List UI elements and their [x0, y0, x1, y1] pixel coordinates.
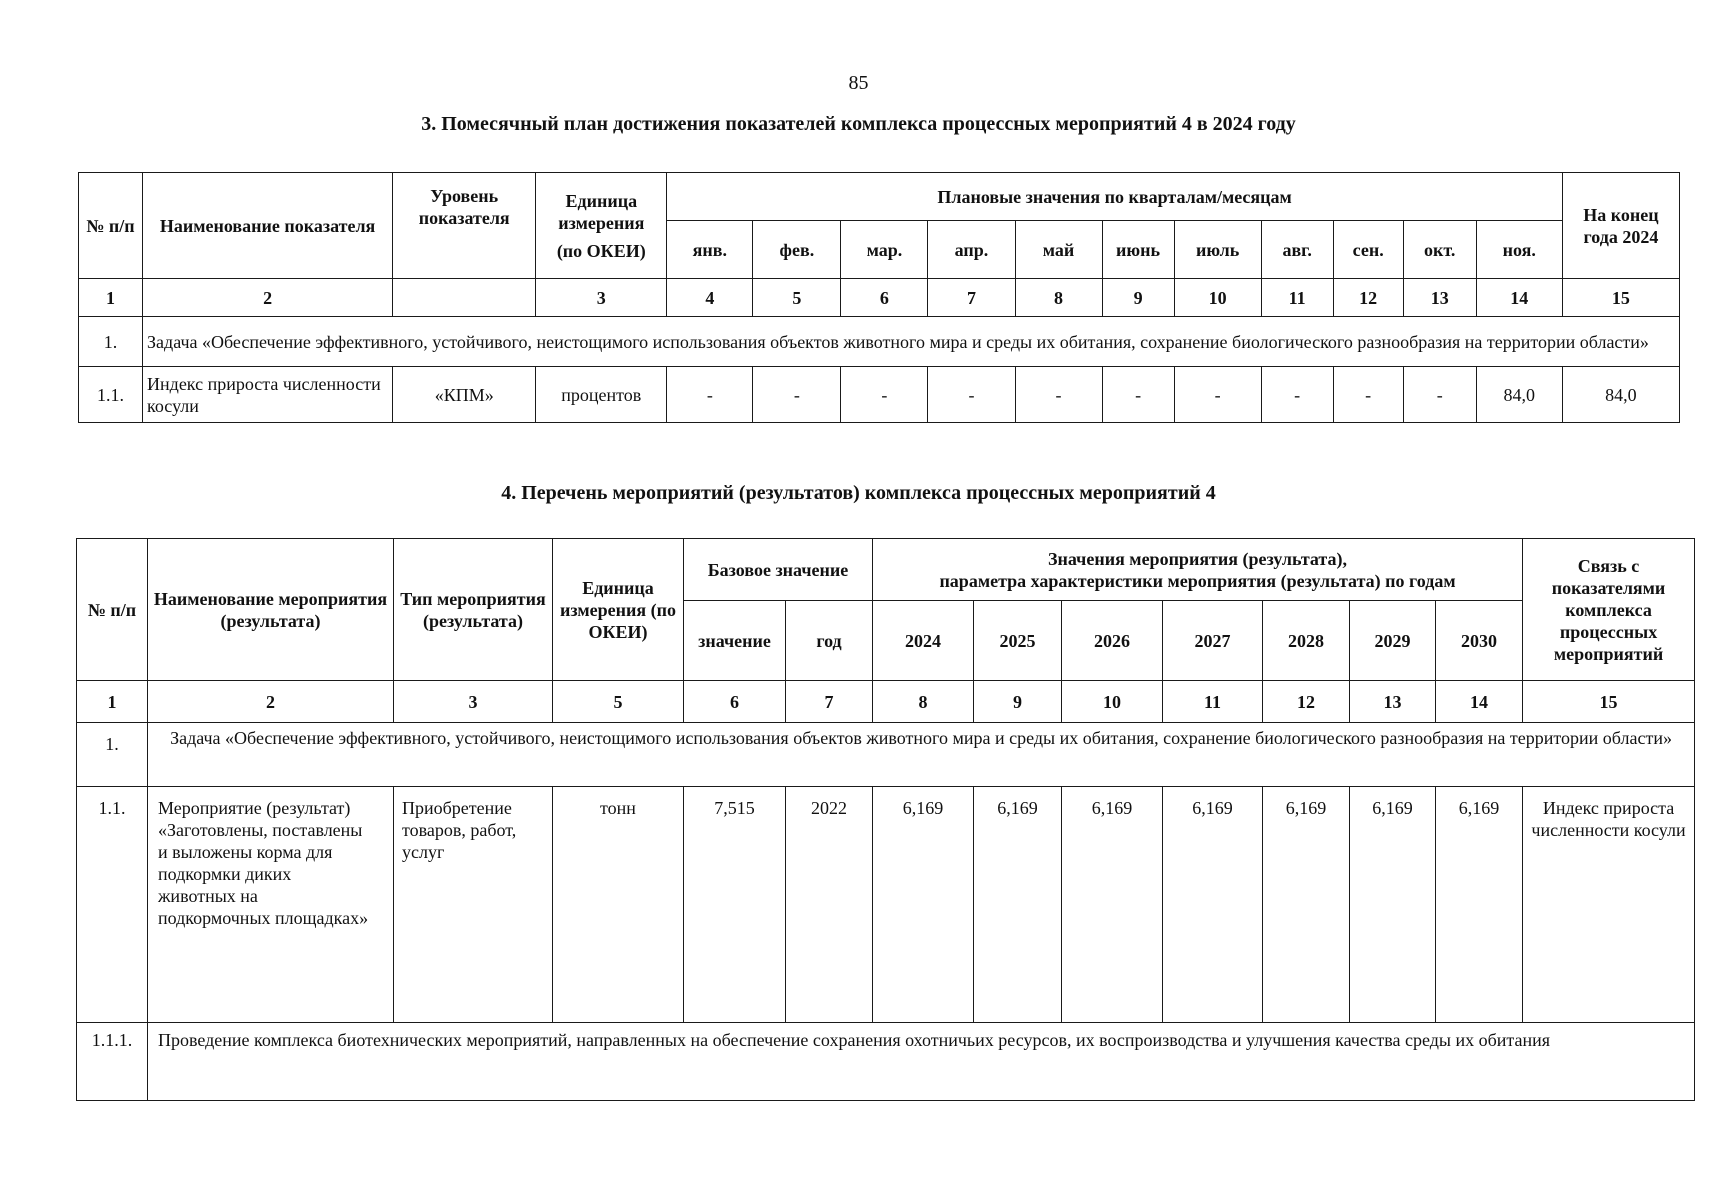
- column-number: 12: [1333, 279, 1403, 317]
- header-month: авг.: [1261, 221, 1333, 279]
- indicator-month-value: -: [1015, 367, 1102, 423]
- indicator-name: Индекс прироста численности косули: [143, 367, 393, 423]
- page-number: 85: [848, 72, 869, 94]
- event-year-value: 6,169: [1350, 787, 1436, 1023]
- event-type: Приобретение товаров, работ, услуг: [394, 787, 553, 1023]
- column-number: 13: [1350, 681, 1436, 723]
- column-number: 10: [1062, 681, 1163, 723]
- column-number: 14: [1436, 681, 1523, 723]
- task-number: 1.: [77, 723, 148, 787]
- column-number: 9: [1102, 279, 1174, 317]
- header-base-value-year: год: [786, 601, 873, 681]
- column-number: 7: [786, 681, 873, 723]
- indicator-month-value: -: [1261, 367, 1333, 423]
- column-number: [393, 279, 536, 317]
- header-month: фев.: [753, 221, 841, 279]
- header-unit-line2: (по ОКЕИ): [556, 240, 646, 261]
- column-number: 6: [684, 681, 786, 723]
- sub-event-description: Проведение комплекса биотехнических мероприятий, направленных на обеспечение сохранения охотничьих ресурсов, их воспроизводства и улучшения качества среды их обитания: [148, 1023, 1695, 1101]
- header-year: 2024: [873, 601, 974, 681]
- indicator-month-value: -: [1102, 367, 1174, 423]
- header-num: № п/п: [79, 173, 143, 279]
- header-indicator-level: Уровень показателя: [393, 173, 536, 279]
- header-num: № п/п: [77, 539, 148, 681]
- indicator-unit: процентов: [536, 367, 667, 423]
- header-values-line2: параметра характеристики мероприятия (результата) по годам: [939, 570, 1456, 591]
- column-number: 15: [1562, 279, 1679, 317]
- column-number: 4: [667, 279, 753, 317]
- event-year-value: 6,169: [1263, 787, 1350, 1023]
- header-link-to-indicators: Связь с показателями комплекса процессных мероприятий: [1523, 539, 1695, 681]
- event-year-value: 6,169: [1163, 787, 1263, 1023]
- column-number: 6: [841, 279, 928, 317]
- column-number: 7: [928, 279, 1015, 317]
- header-event-name: Наименование мероприятия (результата): [148, 539, 394, 681]
- event-year-value: 6,169: [974, 787, 1062, 1023]
- event-year-value: 6,169: [1436, 787, 1523, 1023]
- event-year-value: 6,169: [873, 787, 974, 1023]
- column-number: 12: [1263, 681, 1350, 723]
- header-unit: Единица измерения (по ОКЕИ): [553, 539, 684, 681]
- column-number: 11: [1163, 681, 1263, 723]
- indicator-month-value: -: [1403, 367, 1476, 423]
- header-month: янв.: [667, 221, 753, 279]
- column-number: 3: [536, 279, 667, 317]
- event-name: Мероприятие (результат) «Заготовлены, поставлены и выложены корма для подкормки диких животных на подкормочных площадках»: [148, 787, 394, 1023]
- column-number: 3: [394, 681, 553, 723]
- monthly-plan-table: [78, 172, 1680, 423]
- indicator-month-value: -: [1333, 367, 1403, 423]
- event-unit: тонн: [553, 787, 684, 1023]
- header-month: окт.: [1403, 221, 1476, 279]
- column-number: 11: [1261, 279, 1333, 317]
- header-base-value: Базовое значение: [684, 539, 873, 601]
- header-planned-values: Плановые значения по кварталам/месяцам: [667, 173, 1563, 221]
- header-month: сен.: [1333, 221, 1403, 279]
- header-year: 2028: [1263, 601, 1350, 681]
- column-number: 14: [1476, 279, 1562, 317]
- column-number: 2: [143, 279, 393, 317]
- column-number: 10: [1174, 279, 1261, 317]
- header-year: 2029: [1350, 601, 1436, 681]
- column-number: 8: [1015, 279, 1102, 317]
- header-unit: [536, 173, 667, 279]
- events-list-table: [76, 538, 1695, 1101]
- column-number: 13: [1403, 279, 1476, 317]
- header-values-line1: Значения мероприятия (результата),: [1048, 548, 1347, 569]
- header-month: июль: [1174, 221, 1261, 279]
- column-number: 5: [753, 279, 841, 317]
- header-unit-line1: Единица измерения: [558, 190, 645, 233]
- header-year: 2027: [1163, 601, 1263, 681]
- event-year-value: 6,169: [1062, 787, 1163, 1023]
- header-indicator-name: Наименование показателя: [143, 173, 393, 279]
- indicator-level: «КПМ»: [393, 367, 536, 423]
- header-event-type: Тип мероприятия (результата): [394, 539, 553, 681]
- event-number: 1.1.: [77, 787, 148, 1023]
- column-number: 8: [873, 681, 974, 723]
- column-number: 15: [1523, 681, 1695, 723]
- header-month: ноя.: [1476, 221, 1562, 279]
- header-base-value-value: значение: [684, 601, 786, 681]
- header-year: 2030: [1436, 601, 1523, 681]
- event-base-year: 2022: [786, 787, 873, 1023]
- column-number: 1: [77, 681, 148, 723]
- task-number: 1.: [79, 317, 143, 367]
- event-linked-indicator: Индекс прироста численности косули: [1523, 787, 1695, 1023]
- header-year: 2026: [1062, 601, 1163, 681]
- indicator-month-value: -: [928, 367, 1015, 423]
- column-number: 9: [974, 681, 1062, 723]
- indicator-month-value: -: [667, 367, 753, 423]
- indicator-month-value: 84,0: [1476, 367, 1562, 423]
- task-description: Задача «Обеспечение эффективного, устойчивого, неистощимого использования объектов животного мира и среды их обитания, сохранение биологического разнообразия на территории области»: [143, 317, 1680, 367]
- header-month: апр.: [928, 221, 1015, 279]
- indicator-month-value: -: [753, 367, 841, 423]
- header-month: июнь: [1102, 221, 1174, 279]
- indicator-end-of-year-value: 84,0: [1562, 367, 1679, 423]
- column-number: 1: [79, 279, 143, 317]
- indicator-month-value: -: [1174, 367, 1261, 423]
- section-4-title: 4. Перечень мероприятий (результатов) комплекса процессных мероприятий 4: [501, 482, 1216, 504]
- header-month: мар.: [841, 221, 928, 279]
- column-number: 2: [148, 681, 394, 723]
- sub-event-number: 1.1.1.: [77, 1023, 148, 1101]
- column-number: 5: [553, 681, 684, 723]
- indicator-month-value: -: [841, 367, 928, 423]
- header-year: 2025: [974, 601, 1062, 681]
- event-base-value: 7,515: [684, 787, 786, 1023]
- indicator-number: 1.1.: [79, 367, 143, 423]
- header-month: май: [1015, 221, 1102, 279]
- task-description: Задача «Обеспечение эффективного, устойчивого, неистощимого использования объектов животного мира и среды их обитания, сохранение биологического разнообразия на территории области»: [148, 723, 1695, 787]
- section-3-title: 3. Помесячный план достижения показателей комплекса процессных мероприятий 4 в 2024 году: [421, 113, 1296, 135]
- header-end-of-year: На конец года 2024: [1562, 173, 1679, 279]
- header-values-by-year: [873, 539, 1523, 601]
